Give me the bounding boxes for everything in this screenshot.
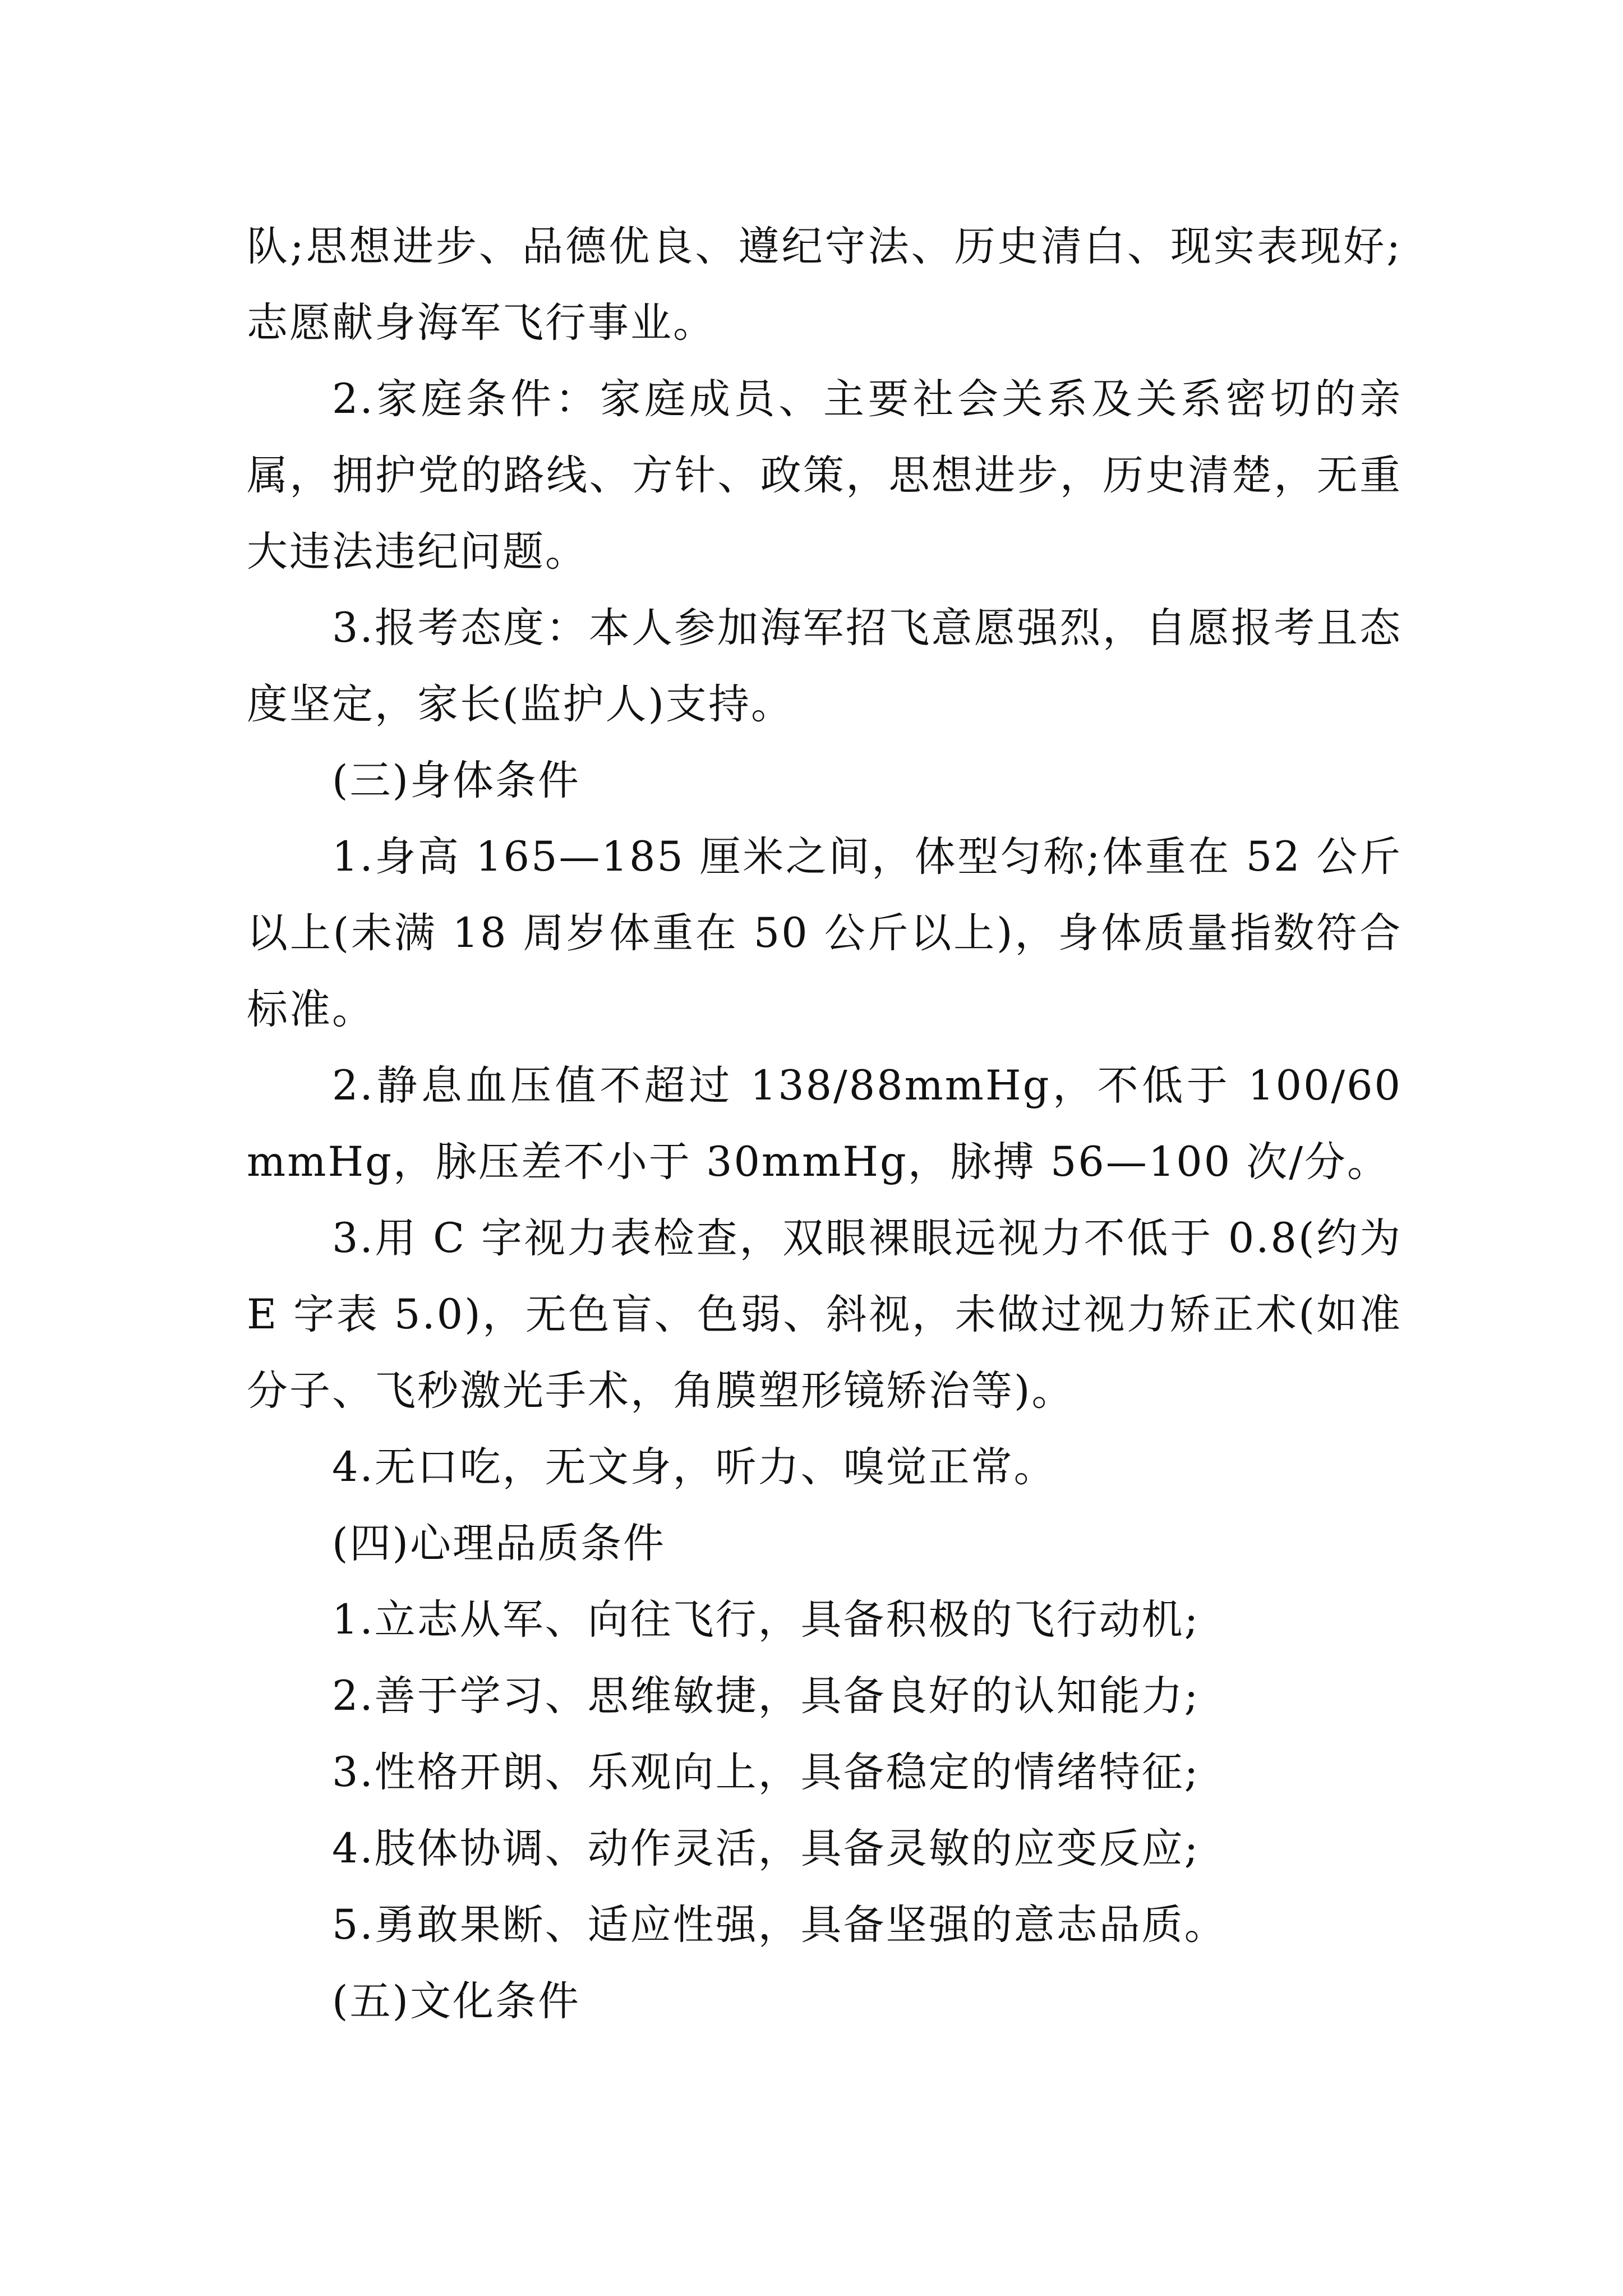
section-heading-physical-conditions: (三)身体条件 [332, 757, 580, 804]
section-heading-education-conditions: (五)文化条件 [332, 1977, 580, 2025]
paragraph-political-conditions-continued: 队;思想进步、品德优良、遵纪守法、历史清白、现实表现好;志愿献身海军飞行事业。 [247, 223, 1402, 347]
list-item-emotional-stability: 3.性格开朗、乐观向上，具备稳定的情绪特征; [332, 1749, 1200, 1796]
paragraph-application-attitude: 3.报考态度：本人参加海军招飞意愿强烈，自愿报考且态度坚定，家长(监护人)支持。 [247, 604, 1402, 728]
list-item-cognitive-ability: 2.善于学习、思维敏捷，具备良好的认知能力; [332, 1672, 1200, 1720]
list-item-willpower: 5.勇敢果断、适应性强，具备坚强的意志品质。 [332, 1901, 1227, 1949]
paragraph-blood-pressure: 2.静息血压值不超过 138/88mmHg，不低于 100/60mmHg，脉压差不小于 30mmHg，脉搏 56—100 次/分。 [247, 1062, 1402, 1186]
list-item-reaction-ability: 4.肢体协调、动作灵活，具备灵敏的应变反应; [332, 1825, 1200, 1872]
paragraph-hearing-smell: 4.无口吃，无文身，听力、嗅觉正常。 [332, 1443, 1057, 1491]
document-body [247, 209, 1402, 2040]
paragraph-vision: 3.用 C 字视力表检查，双眼裸眼远视力不低于 0.8(约为 E 字表 5.0)，无色盲、色弱、斜视，未做过视力矫正术(如准分子、飞秒激光手术，角膜塑形镜矫治等)。 [247, 1214, 1402, 1415]
paragraph-height-weight: 1.身高 165—185 厘米之间，体型匀称;体重在 52 公斤以上(未满 18 周岁体重在 50 公斤以上)，身体质量指数符合标准。 [247, 833, 1402, 1033]
section-heading-psychological-conditions: (四)心理品质条件 [332, 1520, 666, 1567]
paragraph-family-conditions: 2.家庭条件：家庭成员、主要社会关系及关系密切的亲属，拥护党的路线、方针、政策，思想进步，历史清楚，无重大违法违纪问题。 [247, 375, 1402, 576]
list-item-flight-motivation: 1.立志从军、向往飞行，具备积极的飞行动机; [332, 1596, 1200, 1644]
